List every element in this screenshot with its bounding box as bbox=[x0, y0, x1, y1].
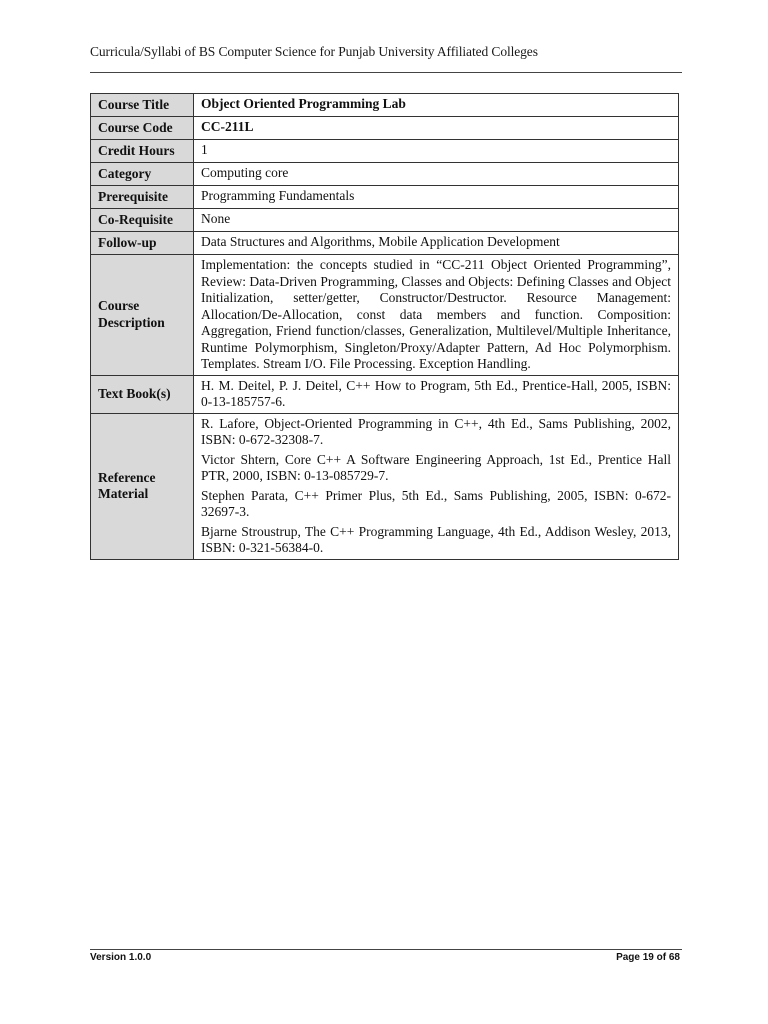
course-title-value: Object Oriented Programming Lab bbox=[194, 94, 679, 117]
credit-hours-label: Credit Hours bbox=[91, 140, 194, 163]
footer-divider bbox=[90, 949, 682, 950]
reference-material-label: Reference Material bbox=[91, 413, 194, 559]
page-number-label bbox=[616, 952, 680, 963]
row-course-code bbox=[91, 117, 679, 140]
page-prefix: Page bbox=[616, 952, 643, 963]
row-follow-up bbox=[91, 232, 679, 255]
row-co-requisite bbox=[91, 209, 679, 232]
reference-entry: Stephen Parata, C++ Primer Plus, 5th Ed., Sams Publishing, 2005, ISBN: 0-672-32697-3. bbox=[201, 487, 671, 519]
follow-up-label: Follow-up bbox=[91, 232, 194, 255]
course-title-label: Course Title bbox=[91, 94, 194, 117]
version-label: Version 1.0.0 bbox=[90, 952, 152, 963]
follow-up-value: Data Structures and Algorithms, Mobile Application Development bbox=[194, 232, 679, 255]
row-course-title bbox=[91, 94, 679, 117]
reference-entry: Bjarne Stroustrup, The C++ Programming Language, 4th Ed., Addison Wesley, 2013, ISBN: 0-321-56384-0. bbox=[201, 523, 671, 555]
page-total: 68 bbox=[668, 952, 680, 963]
row-course-description bbox=[91, 255, 679, 376]
row-credit-hours bbox=[91, 140, 679, 163]
prerequisite-label: Prerequisite bbox=[91, 186, 194, 209]
category-label: Category bbox=[91, 163, 194, 186]
page-number: 19 bbox=[642, 952, 654, 963]
page-header: Curricula/Syllabi of BS Computer Science for Punjab University Affiliated Colleges bbox=[90, 44, 538, 59]
course-info-table bbox=[90, 93, 679, 560]
text-books-label: Text Book(s) bbox=[91, 375, 194, 413]
course-description-label: Course Description bbox=[91, 255, 194, 376]
co-requisite-value: None bbox=[194, 209, 679, 232]
reference-entry: R. Lafore, Object-Oriented Programming in C++, 4th Ed., Sams Publishing, 2002, ISBN: 0-672-32308-7. bbox=[201, 415, 671, 447]
category-value: Computing core bbox=[194, 163, 679, 186]
reference-entry: Victor Shtern, Core C++ A Software Engineering Approach, 1st Ed., Prentice Hall PTR, 2000, ISBN: 0-13-085729-7. bbox=[201, 451, 671, 483]
prerequisite-value: Programming Fundamentals bbox=[194, 186, 679, 209]
reference-material-value bbox=[194, 413, 679, 559]
text-books-value: H. M. Deitel, P. J. Deitel, C++ How to Program, 5th Ed., Prentice-Hall, 2005, ISBN: 0-13-185757-6. bbox=[194, 375, 679, 413]
course-code-value: CC-211L bbox=[194, 117, 679, 140]
course-description-value: Implementation: the concepts studied in “CC-211 Object Oriented Programming”, Review: Data-Driven Programming, Classes and Objects: Defining Classes and Object Initialization, setter/getter, Constructor/Destructor. Resource Management: Allocation/De-Allocation, const data members and function. Composition: Aggregation, Friend function/classes, Generalization, Multilevel/Multiple Inheritance, Runtime Polymorphism, Singleton/Proxy/Adapter Pattern, Ad Hoc Polymorphism. Templates. Stream I/O. File Processing. Exception Handling. bbox=[194, 255, 679, 376]
row-text-books bbox=[91, 375, 679, 413]
row-prerequisite bbox=[91, 186, 679, 209]
row-category bbox=[91, 163, 679, 186]
credit-hours-value: 1 bbox=[194, 140, 679, 163]
row-reference-material bbox=[91, 413, 679, 559]
co-requisite-label: Co-Requisite bbox=[91, 209, 194, 232]
course-code-label: Course Code bbox=[91, 117, 194, 140]
header-divider bbox=[90, 72, 682, 73]
page-of: of bbox=[653, 952, 669, 963]
